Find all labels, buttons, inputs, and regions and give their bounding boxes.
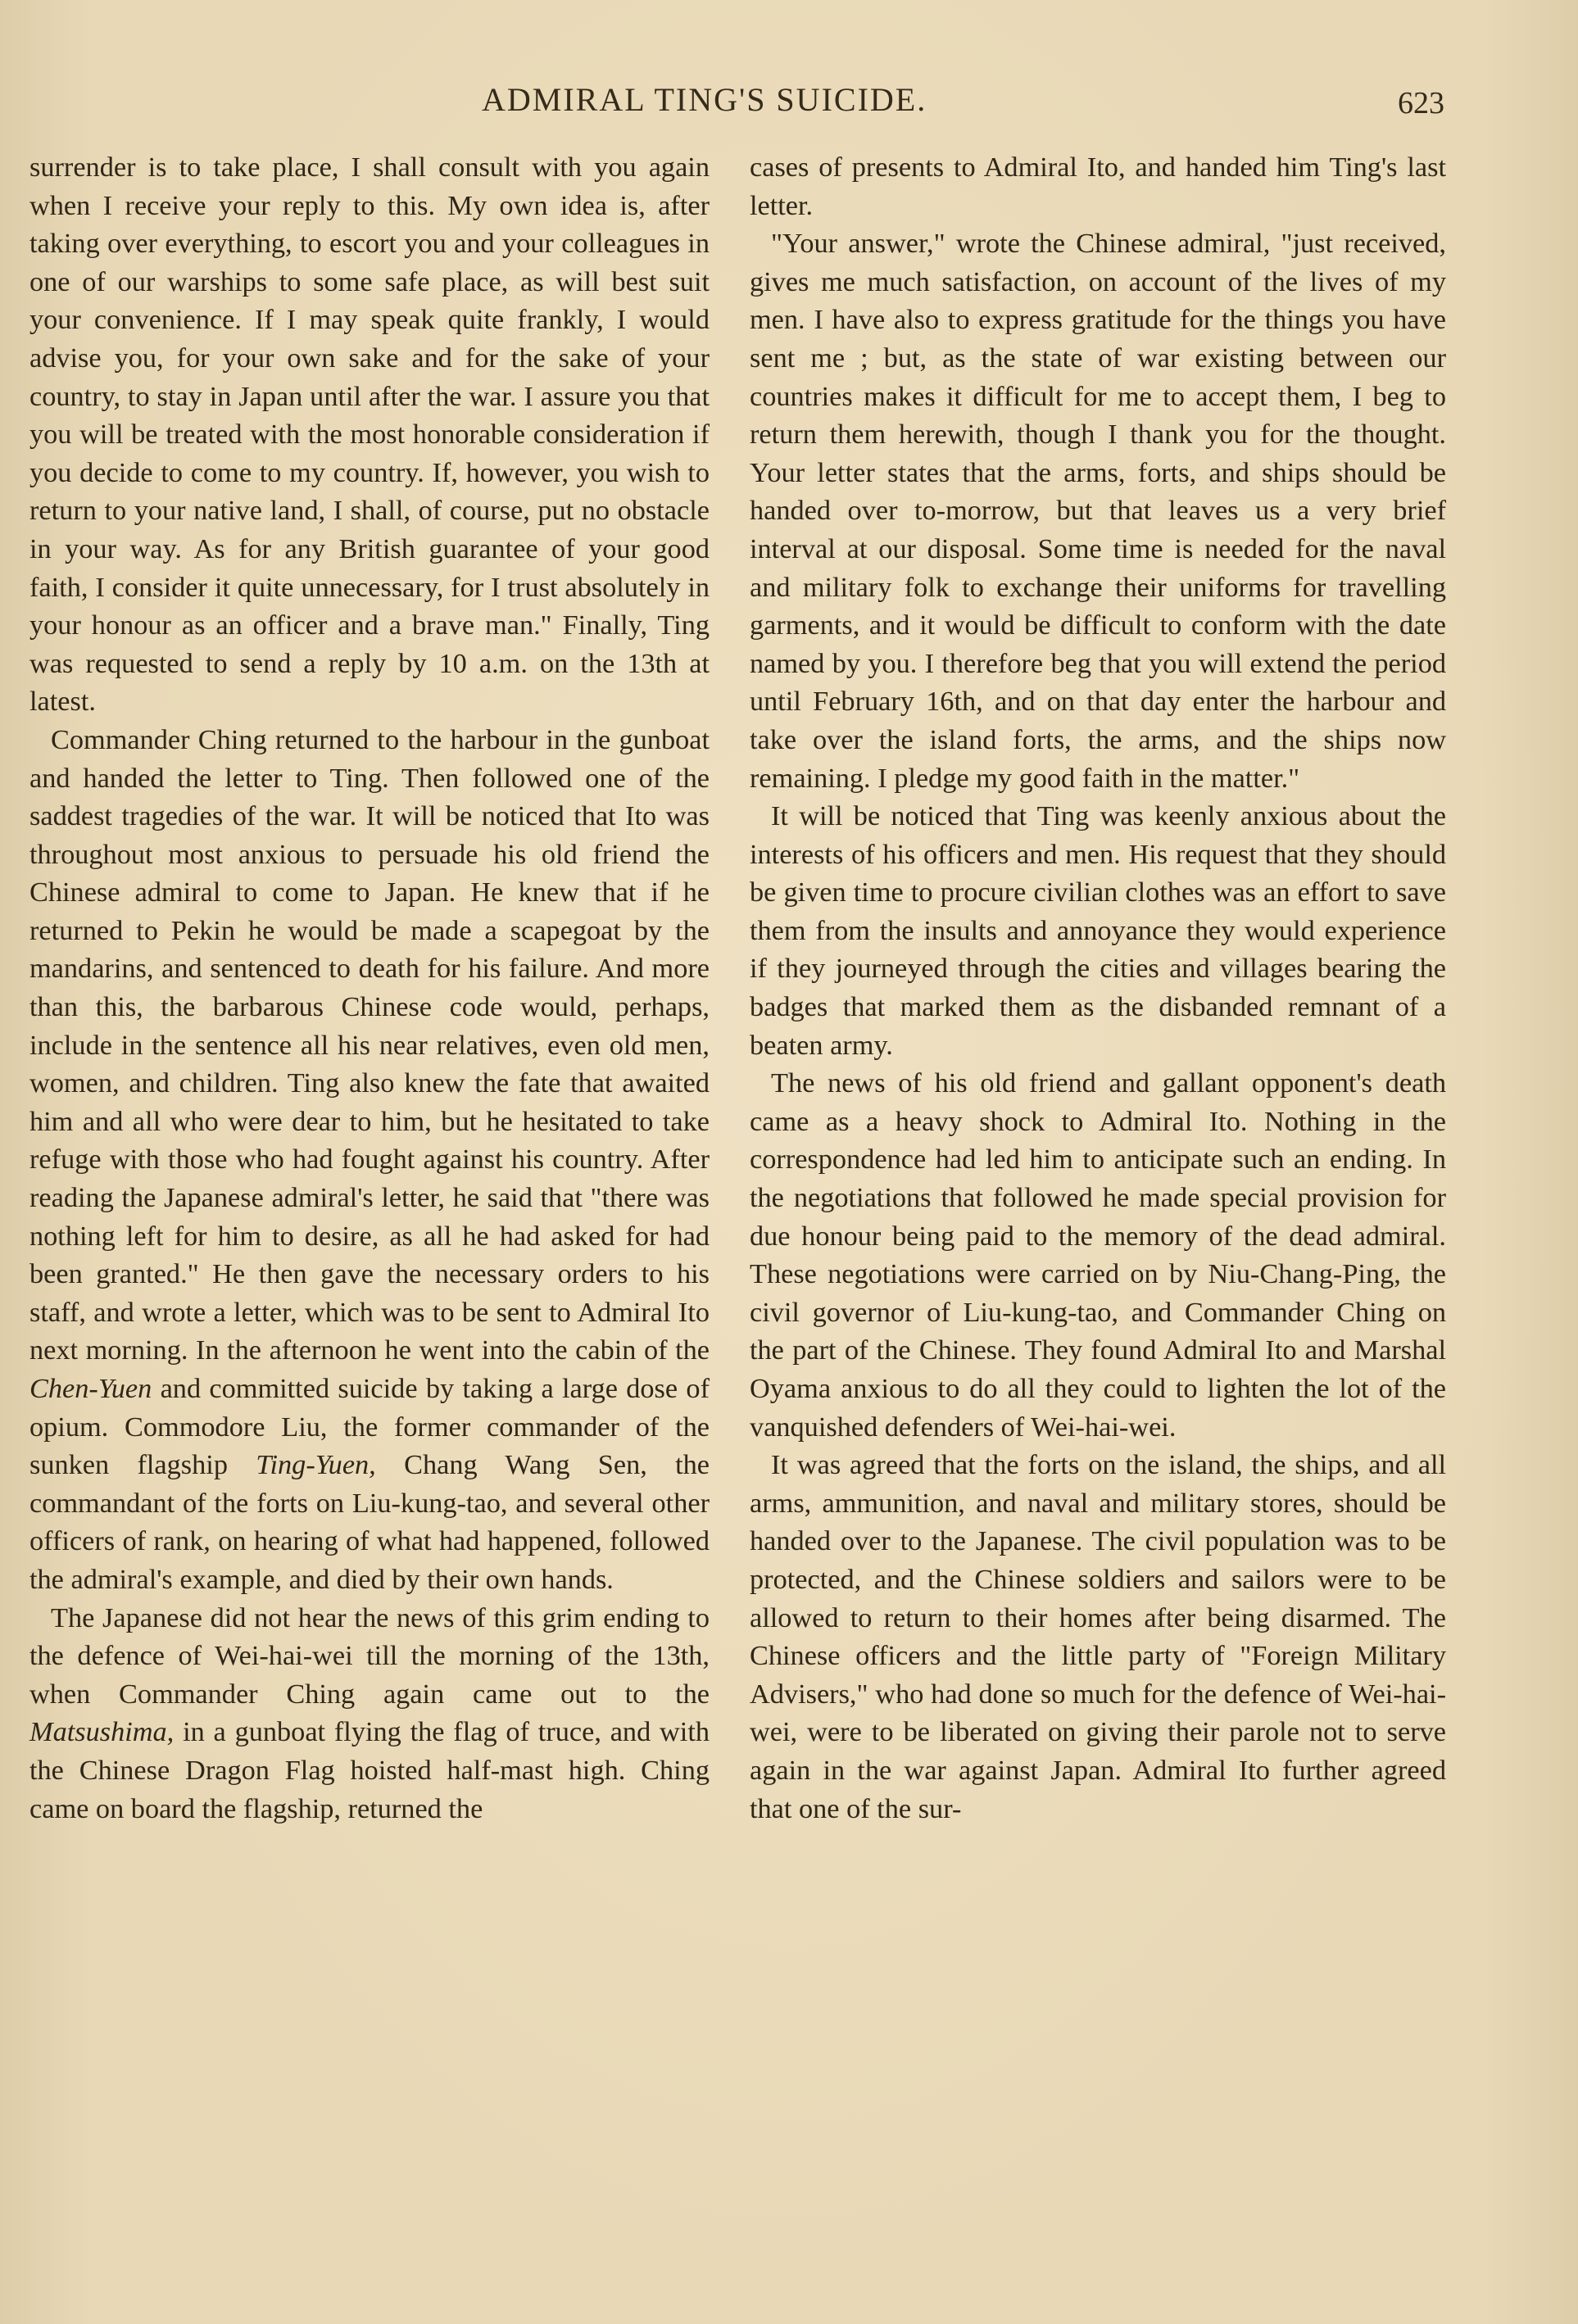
- text-run: Chang Wang Sen, the commandant of the forts on Liu-kung-tao, and several other officers of rank, on hearing of what had happened, followed the admiral's example, and died by their own hands.: [29, 1449, 710, 1595]
- paragraph: [29, 1599, 710, 1828]
- chapter-title: ADMIRAL TING'S SUICIDE.: [482, 81, 927, 118]
- text-run: The Japanese did not hear the news of this grim ending to the defence of Wei-hai-wei till the morning of the 13th, when Commander Ching again came out to the: [29, 1601, 710, 1710]
- right-column: [750, 148, 1446, 1828]
- text-run: in a gunboat flying the flag of truce, and with the Chinese Dragon Flag hoisted half-mast high. Ching came on board the flagship, returned the: [29, 1716, 710, 1824]
- ship-name: Matsushima,: [29, 1716, 175, 1748]
- paragraph: The news of his old friend and gallant opponent's death came as a heavy shock to Admiral Ito. Nothing in the correspondence had led him to anticipate such an ending. In the negotiations that followed he made special provision for due honour being paid to the memory of the dead admiral. These negotiations were carried on by Niu-Chang-Ping, the civil governor of Liu-kung-tao, and Commander Ching on the part of the Chinese. They found Admiral Ito and Marshal Oyama anxious to do all they could to lighten the lot of the vanquished defenders of Wei-hai-wei.: [750, 1067, 1446, 1443]
- running-header: [0, 75, 1578, 133]
- ship-name: Ting-Yuen,: [256, 1449, 376, 1481]
- text-run: and committed suicide by taking a large dose of opium. Commodore Liu, the former commander of the sunken flagship: [29, 1373, 710, 1481]
- paragraph: [29, 721, 710, 1599]
- left-column: [29, 148, 710, 1828]
- paragraph: "Your answer," wrote the Chinese admiral, "just received, gives me much satisfaction, on account of the lives of my men. I have also to express gratitude for the things you have sent me ; but, as the state of war existing between our countries makes it difficult for me to accept them, I beg to return them herewith, though I thank you for the thought. Your letter states that the arms, forts, and ships should be handed over to-morrow, but that leaves us a very brief interval at our disposal. Some time is needed for the naval and military folk to exchange their uniforms for travelling garments, and it would be difficult to conform with the date named by you. I therefore beg that you will extend the period until February 16th, and on that day enter the harbour and take over the island forts, the arms, and the ships now remaining. I pledge my good faith in the matter.": [750, 228, 1446, 794]
- paragraph: surrender is to take place, I shall consult with you again when I receive your reply to this. My own idea is, after taking over everything, to escort you and your colleagues in one of our warships to some safe place, as will best suit your convenience. If I may speak quite frankly, I would advise you, for your own sake and for the sake of your country, to stay in Japan until after the war. I assure you that you will be treated with the most honorable consideration if you decide to come to my country. If, however, you wish to return to your native land, I shall, of course, put no obstacle in your way. As for any British guarantee of your good faith, I consider it quite unnecessary, for I trust absolutely in your honour as an officer and a brave man." Finally, Ting was requested to send a reply by 10 a.m. on the 13th at latest.: [29, 152, 710, 718]
- text-run: Commander Ching returned to the harbour in the gunboat and handed the letter to Ting. Then followed one of the saddest tragedies of the war. It will be noticed that Ito was throughout most anxious to persuade his old friend the Chinese admiral to come to Japan. He knew that if he returned to Pekin he would be made a scapegoat by the mandarins, and sentenced to death for his failure. And more than this, the barbarous Chinese code would, perhaps, include in the sentence all his near relatives, even old men, women, and children. Ting also knew the fate that awaited him and all who were dear to him, but he hesitated to take refuge with those who had fought against his country. After reading the Japanese admiral's letter, he said that "there was nothing left for him to desire, as all he had asked for had been granted." He then gave the necessary orders to his staff, and wrote a letter, which was to be sent to Admiral Ito next morning. In the afternoon he went into the cabin of the: [29, 723, 710, 1366]
- paragraph: It will be noticed that Ting was keenly anxious about the interests of his officers and men. His request that they should be given time to procure civilian clothes was an effort to save them from the insults and annoyance they would experience if they journeyed through the cities and villages bearing the badges that marked them as the disbanded remnant of a beaten army.: [750, 800, 1446, 1061]
- page-number: 623: [1398, 86, 1444, 120]
- paragraph: cases of presents to Admiral Ito, and handed him Ting's last letter.: [750, 152, 1446, 221]
- paragraph: It was agreed that the forts on the island, the ships, and all arms, ammunition, and naval and military stores, should be handed over to the Japanese. The civil population was to be protected, and the Chinese soldiers and sailors were to be allowed to return to their homes after being disarmed. The Chinese officers and the little party of "Foreign Military Advisers," who had done so much for the defence of Wei-hai-wei, were to be liberated on giving their parole not to serve again in the war against Japan. Admiral Ito further agreed that one of the sur-: [750, 1449, 1446, 1824]
- ship-name: Chen-Yuen: [29, 1373, 152, 1404]
